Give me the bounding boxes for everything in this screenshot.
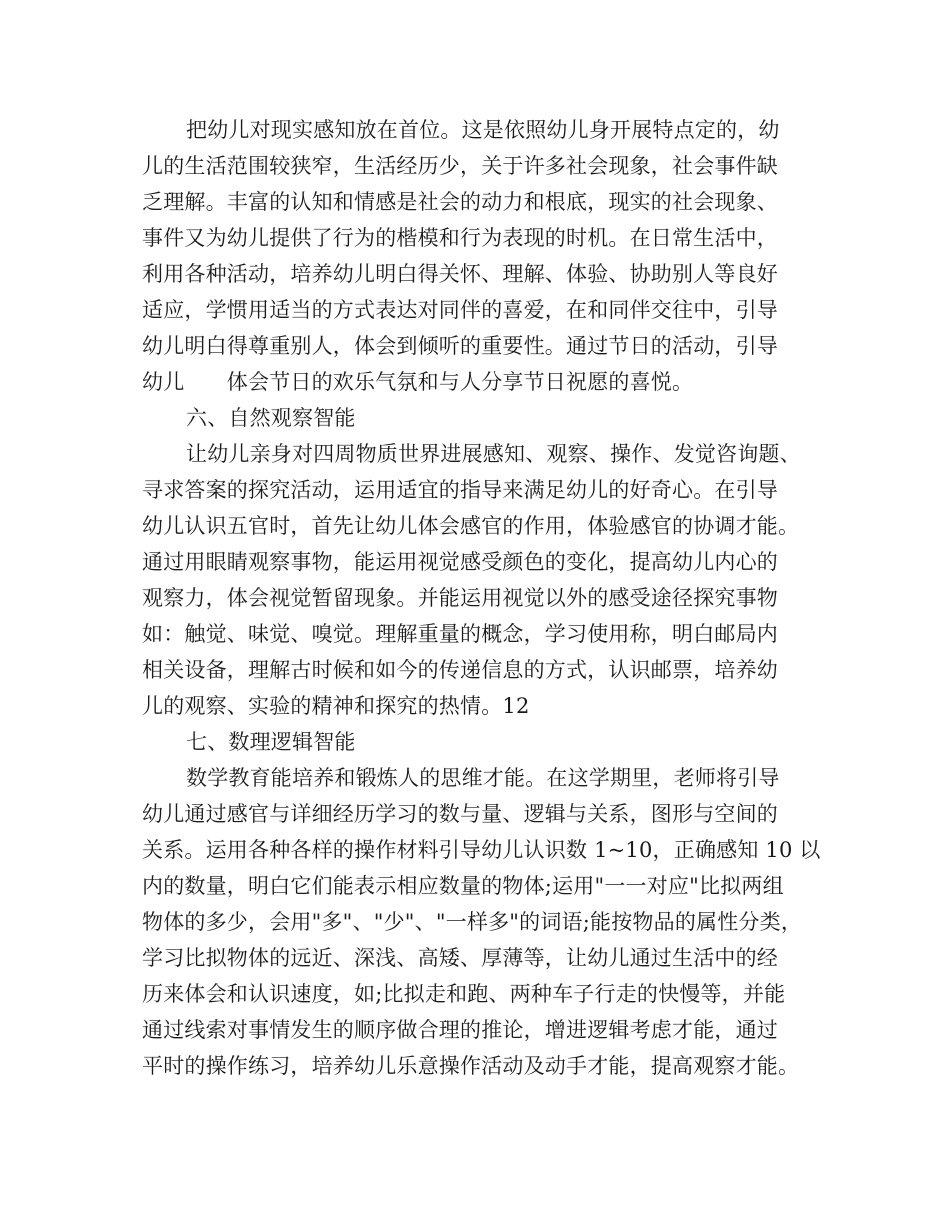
paragraph-line: 物体的多少，会用"多"、"少"、"一样多"的词语;能按物品的属性分类， [142, 910, 803, 934]
paragraph-line: 如：触觉、味觉、嗅觉。理解重量的概念，学习使用称，明白邮局内 [142, 622, 778, 646]
paragraph-line: 内的数量，明白它们能表示相应数量的物体;运用"一一对应"比拟两组 [142, 874, 784, 898]
paragraph-line: 关系。运用各种各样的操作材料引导幼儿认识数 1~10，正确感知 10 以 [142, 838, 821, 862]
paragraph-line: 利用各种活动，培养幼儿明白得关怀、理解、体验、协助别人等良好 [142, 262, 778, 286]
paragraph-line: 让幼儿亲身对四周物质世界进展感知、观察、操作、发觉咨询题、 [186, 442, 801, 466]
paragraph-line: 平时的操作练习，培养幼儿乐意操作活动及动手才能，提高观察才能。 [142, 1054, 800, 1078]
paragraph-line: 寻求答案的探究活动，运用适宜的指导来满足幼儿的好奇心。在引导 [142, 478, 778, 502]
paragraph-line: 适应，学惯用适当的方式表达对同伴的喜爱，在和同伴交往中，引导 [142, 298, 778, 322]
section-heading: 六、自然观察智能 [186, 406, 356, 430]
paragraph-line: 历来体会和认识速度，如;比拟走和跑、两种车子行走的快慢等，并能 [142, 982, 786, 1006]
paragraph-line: 数学教育能培养和锻炼人的思维才能。在这学期里，老师将引导 [186, 766, 780, 790]
paragraph-line: 幼儿明白得尊重别人，体会到倾听的重要性。通过节日的活动，引导 [142, 334, 778, 358]
paragraph-line: 幼儿 体会节日的欢乐气氛和与人分享节日祝愿的喜悦。 [142, 370, 694, 394]
section-heading: 七、数理逻辑智能 [186, 730, 356, 754]
paragraph-line: 儿的生活范围较狭窄，生活经历少，关于许多社会现象，社会事件缺 [142, 154, 778, 178]
paragraph-line: 观察力，体会视觉暂留现象。并能运用视觉以外的感受途径探究事物 [142, 586, 778, 610]
paragraph-line: 事件又为幼儿提供了行为的楷模和行为表现的时机。在日常生活中， [142, 226, 778, 250]
paragraph-line: 儿的观察、实验的精神和探究的热情。12 [142, 694, 530, 718]
paragraph-line: 乏理解。丰富的认知和情感是社会的动力和根底，现实的社会现象、 [142, 190, 778, 214]
paragraph-line: 幼儿认识五官时，首先让幼儿体会感官的作用，体验感官的协调才能。 [142, 514, 800, 538]
paragraph-line: 通过用眼睛观察事物，能运用视觉感受颜色的变化，提高幼儿内心的 [142, 550, 778, 574]
paragraph-line: 把幼儿对现实感知放在首位。这是依照幼儿身开展特点定的，幼 [186, 118, 780, 142]
paragraph-line: 相关设备，理解古时候和如今的传递信息的方式，认识邮票，培养幼 [142, 658, 778, 682]
paragraph-line: 幼儿通过感官与详细经历学习的数与量、逻辑与关系，图形与空间的 [142, 802, 778, 826]
paragraph-line: 通过线索对事情发生的顺序做合理的推论，增进逻辑考虑才能，通过 [142, 1018, 778, 1042]
paragraph-line: 学习比拟物体的远近、深浅、高矮、厚薄等，让幼儿通过生活中的经 [142, 946, 778, 970]
